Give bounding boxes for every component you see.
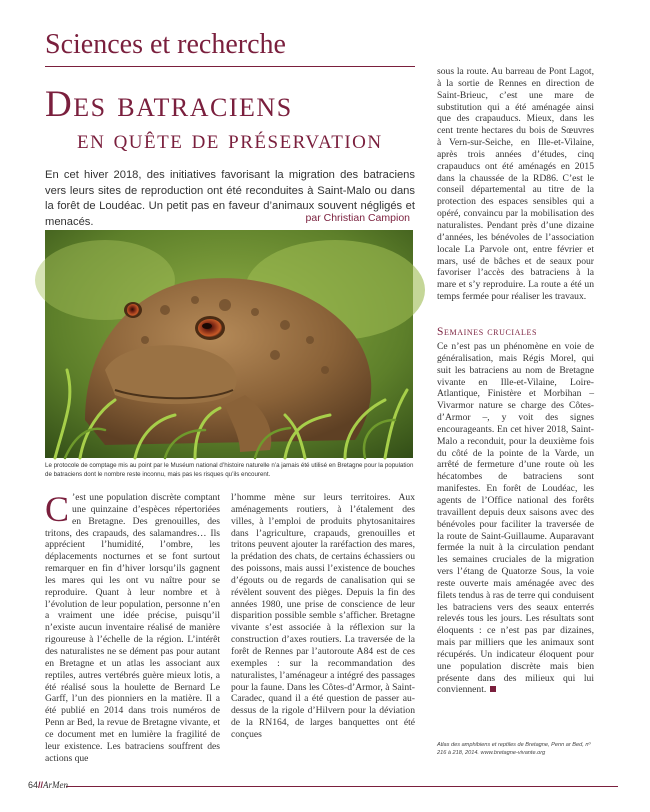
toad-photo (45, 230, 413, 458)
source-note: Atlas des amphibiens et reptiles de Bretagne, Penn ar Bed, nº 216 à 218, 2014. www.bretagne-vivante.org (437, 742, 591, 756)
page-number: 64 (28, 780, 39, 790)
headline (45, 86, 415, 154)
section-rule (45, 66, 415, 67)
body-column-1 (45, 489, 220, 764)
folio-separator: // (38, 780, 44, 790)
section-title: Sciences et recherche (45, 29, 286, 60)
headline-line-1: Des batraciens (45, 84, 293, 125)
column-2-text: l’homme mène sur leurs territoires. Aux aménagements routiers, à l’étalement des villes, à l’emploi de produits phytosanitaires dans l’agriculture, crapauds, grenouilles et tritons peuvent ajouter la raréfaction des mares, la prédation des chats, de certains échassiers ou des poissons, mais aussi l’existence de bouches d’égouts ou de regards de canalisation qui se révèlent souvent des pièges. Depuis la fin des années 1980, une prise de conscience de leur disparition possible semble s’afficher. Bretagne vivante s’est associée à la réflexion sur la construction d’axes routiers. La traversée de la forêt de Rennes par l’autoroute A84 est de ces exemples : sur la recommandation des naturalistes, l’aménageur a intégré des passages pour la faune. Dans les Côtes-d’Armor, à Saint-Caradec, quand il a été question de passer au-dessus de la rigole d’Hilvern pour la déviation de la RN164, de larges banquettes ont été conçues (231, 492, 415, 740)
byline: par Christian Campion (305, 212, 410, 224)
body-column-3-bottom (437, 341, 594, 721)
photo-caption: Le protocole de comptage mis au point par le Muséum national d’histoire naturelle n’a jamais été utilisé en Bretagne pour la population de batraciens dont le nombre reste inconnu, mais pas les risques qu’ils encourent. (45, 462, 414, 478)
end-mark-icon (490, 686, 496, 692)
column-1-text: ’est une population discrète comptant une quinzaine d’espèces répertoriées en Bretagne. Des grenouilles, des tritons, des crapauds, des salamandres… Ils apprécient l’humidité, l’ombre, les déplacements nocturnes et se font surtout remarquer en fin d’hiver lorsqu’ils gagnent les mares qui les ont vu naître pour se reproduire. Quant à leur nombre et à l’évolution de leur population, personne n’en a vraiment une idée précise, puisqu’il n’existe aucun inventaire réalisé de manière rigoureuse à l’échelle de la région. L’intérêt des naturalistes ne se dément pas pour autant en Bretagne et un atlas les associant aux reptiles, autres vertébrés guère mieux lotis, a été réalisé sous la houlette de Bernard Le Garff, l’un des pionniers en la matière. Il a été publié en 2014 dans trois numéros de Penn ar Bed, la revue de Bretagne vivante, et ce document met en lumière la fragilité de leur existence. Les batraciens souffrent des actions que (45, 492, 220, 764)
drop-cap: C (45, 489, 70, 529)
body-column-3-top (437, 66, 594, 322)
column-3-text-b: Ce n’est pas un phénomène en voie de généralisation, mais Régis Morel, qui suit les batraciens au nom de Bretagne vivante en Ille-et-Vilaine, Loire-Atlantique, Finistère et Morbihan – Vivarmor nature se charge des Côtes-d’Armor –, y voit des signes encourageants. En cet hiver 2018, Saint-Malo a reconduit, pour la deuxième fois du côté de la pointe de la Varde, un arrêté de fermeture d’une route où les hécatombes de batraciens sont manifestes. En forêt de Loudéac, les agents de l’Office national des forêts travaillent depuis deux saisons avec des bénévoles pour faciliter la traversée de la route de Saint-Guillaume. Auparavant fermée la nuit à la circulation pendant les semaines cruciales de la migration vers l’étang de Quatorze Sous, la voie reste ouverte mais aménagée avec des filets tendus à ras de terre qui conduisent les batraciens vers des seaux enterrés relevés tous les jours. Les résultats sont éloquents : ce n’est pas par dizaines, mais par milliers que les animaux sont récupérés. Un indicateur éloquent pour une population discrète mais bien présente dans des milieux qui lui conviennent. (437, 341, 594, 696)
subhead: Semaines cruciales (437, 326, 538, 338)
footer-rule (66, 786, 618, 787)
folio (28, 780, 68, 790)
intro-paragraph: En cet hiver 2018, des initiatives favorisant la migration des batraciens vers leurs sites de reproduction ont été reconduites à Saint-Malo ou dans la forêt de Loudéac. Un petit pas en faveur d’animaux souvent négligés et menacés. (45, 169, 415, 228)
headline-line-2: en quête de préservation (77, 124, 383, 154)
magazine-name: ArMen (43, 780, 69, 790)
column-3-text-a: sous la route. Au barreau de Pont Lagot, à la sortie de Rennes en direction de Saint-Brieuc, c’est une mare de substitution qui a été aménagée ainsi que des crapauducs. Mieux, dans les cent trente hectares du bois de Sœuvres à Vern-sur-Seiche, en Ille-et-Vilaine, après trois années d’études, cinq crapauducs ont été aménagés en 2015 dans la chaussée de la RD86. C’est le conseil départemental au titre de la protection des espaces sensibles qui a opéré, convaincu par la mobilisation des naturalistes. Pendant près d’une dizaine d’années, les bénévoles de l’association locale La Parvole ont, entre février et mars, usé de bâches et de seaux pour favoriser l’accès des batraciens à la mare et s’y reproduire. La route a été un temps fermée pour réaliser les travaux. (437, 66, 594, 303)
body-column-2 (231, 492, 415, 762)
